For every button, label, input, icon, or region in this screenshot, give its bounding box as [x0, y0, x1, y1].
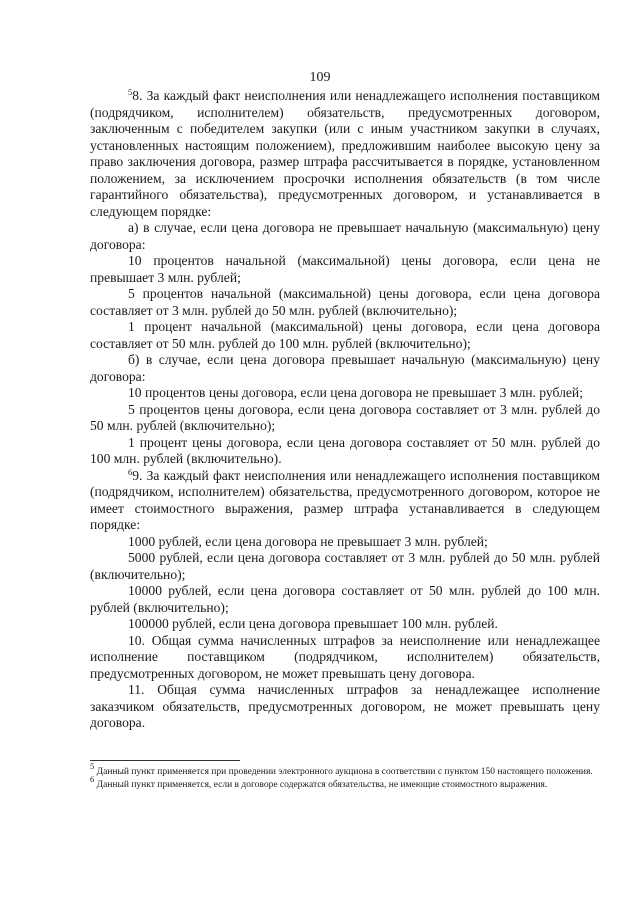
footnote-divider: [90, 760, 240, 761]
paragraph-8a: а) в случае, если цена договора не превышает начальную (максимальную) цену договора:: [90, 220, 600, 252]
paragraph-8b: б) в случае, если цена договора превышает начальную (максимальную) цену договора:: [90, 352, 600, 384]
footnotes: [90, 761, 600, 791]
footnote-ref[interactable]: 6: [128, 466, 133, 477]
paragraph-item: 100000 рублей, если цена договора превышает 100 млн. рублей.: [128, 616, 498, 631]
paragraph-item: 5000 рублей, если цена договора составляет от 3 млн. рублей до 50 млн. рублей (включительно);: [90, 550, 600, 582]
paragraph-11: 11. Общая сумма начисленных штрафов за ненадлежащее исполнение заказчиком обязательств, предусмотренных договором, не может превышать цену договора.: [90, 682, 600, 730]
document-body: [90, 88, 600, 732]
footnote-marker: 5: [90, 761, 95, 771]
paragraph-item: 10 процентов цены договора, если цена договора не превышает 3 млн. рублей;: [128, 385, 583, 400]
footnote-5: $^5$ Данный пункт применяется при проведении электронного аукциона в соответствии с пунктом 150 настоящего положения.: [90, 761, 593, 777]
footnote-ref[interactable]: 5: [128, 87, 133, 97]
paragraph-8: $^5$8. За каждый факт неисполнения или ненадлежащего исполнения поставщиком (подрядчиком, исполнителем) обязательств, предусмотренных договором, заключенным с победителем закупки (или с иным участником закупки в случаях, установленных настоящим положением), предложившим наиболее высокую цену за право заключения договора, размер штрафа рассчитывается в порядке, установленном положением, за исключением просрочки исполнения обязательств (в том числе гарантийного обязательства), предусмотренных договором, и устанавливается в следующем порядке:: [90, 87, 600, 219]
paragraph-item: 10 процентов начальной (максимальной) цены договора, если цена не превышает 3 млн. рублей;: [90, 253, 600, 285]
paragraph-9: $^6$9. За каждый факт неисполнения или ненадлежащего исполнения поставщиком (подрядчиком, исполнителем) обязательства, предусмотренного договором, которое не имеет стоимостного выражения, размер штрафа устанавливается в следующем порядке:: [90, 466, 600, 532]
paragraph-item: 5 процентов начальной (максимальной) цены договора, если цена договора составляет от 3 млн. рублей до 50 млн. рублей (включительно);: [90, 286, 600, 318]
paragraph-item: 10000 рублей, если цена договора составляет от 50 млн. рублей до 100 млн. рублей (включительно);: [90, 583, 600, 615]
paragraph-10: 10. Общая сумма начисленных штрафов за неисполнение или ненадлежащее исполнение поставщиком (подрядчиком, исполнителем) обязательств, предусмотренных договором, не может превышать цену договора.: [90, 632, 600, 681]
page-number: 109: [309, 70, 331, 85]
paragraph-item: 5 процентов цены договора, если цена договора составляет от 3 млн. рублей до 50 млн. рублей (включительно);: [90, 401, 600, 433]
footnote-marker: 6: [90, 773, 95, 784]
footnote-6: $^6$ Данный пункт применяется, если в договоре содержатся обязательства, не имеющие стоимостного выражения.: [90, 773, 548, 790]
paragraph-item: 1 процент начальной (максимальной) цены договора, если цена договора составляет от 50 млн. рублей до 100 млн. рублей (включительно);: [90, 319, 600, 351]
paragraph-item: 1 процент цены договора, если цена договора составляет от 50 млн. рублей до 100 млн. рублей (включительно).: [90, 434, 600, 466]
paragraph-item: 1000 рублей, если цена договора не превышает 3 млн. рублей;: [128, 533, 488, 549]
